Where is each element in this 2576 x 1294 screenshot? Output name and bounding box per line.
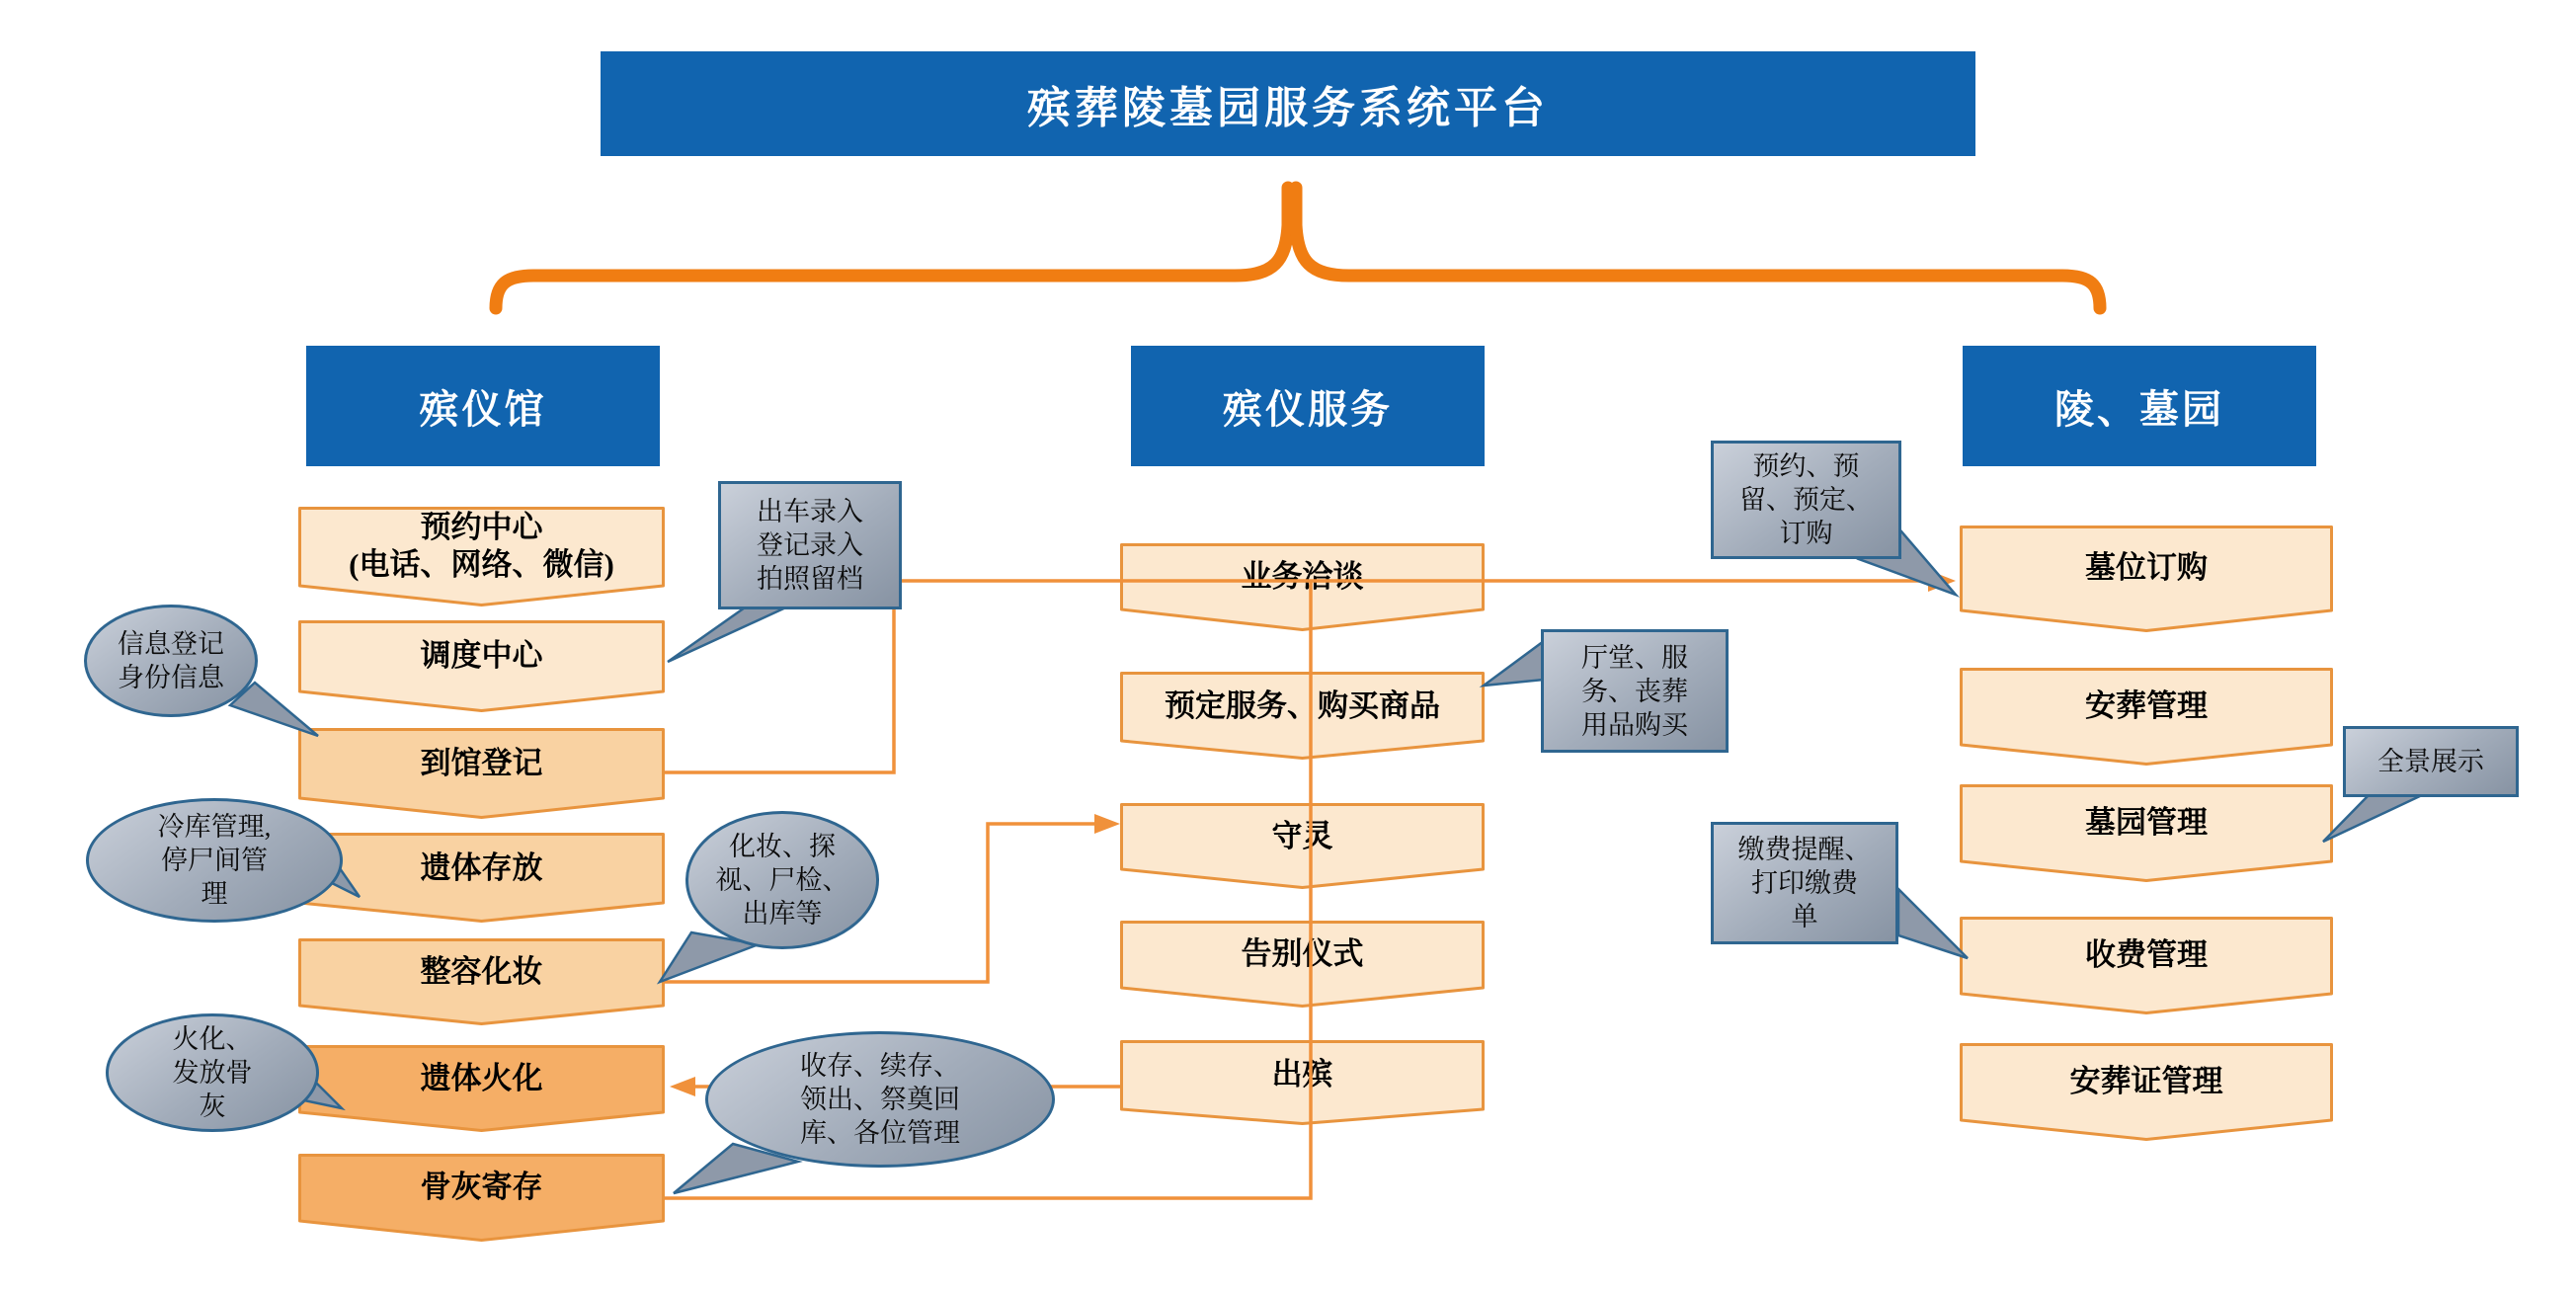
callout-payment-reminder-line: 单 <box>1791 902 1818 931</box>
platform-title: 殡葬陵墓园服务系统平台 <box>1027 84 1549 132</box>
callout-info-registration-line: 信息登记 <box>118 629 224 659</box>
box-reservation-center-label: 预约中心 <box>420 510 543 544</box>
callout-hall-services-tail <box>1484 641 1544 686</box>
box-cemetery-management-label: 墓园管理 <box>2085 805 2208 840</box>
callout-makeup-viewing-line: 化妆、探 <box>729 832 836 861</box>
box-arrival-registration-label: 到馆登记 <box>420 745 543 780</box>
box-grave-plot-order-label: 墓位订购 <box>2085 550 2208 585</box>
callout-ashes-ops-line: 领出、祭奠回 <box>800 1085 960 1114</box>
box-cremation-label: 遗体火化 <box>420 1061 543 1095</box>
callout-info-registration-line: 身份信息 <box>118 663 224 692</box>
box-burial-management-label: 安葬管理 <box>2085 688 2208 723</box>
callout-ashes-ops-line: 库、各位管理 <box>800 1118 960 1148</box>
header-funeral-services-label: 殡仪服务 <box>1223 387 1393 432</box>
arrowhead-cremation <box>670 1077 695 1096</box>
header-funeral-home-label: 殡仪馆 <box>419 387 547 432</box>
box-fee-management-label: 收费管理 <box>2085 937 2208 972</box>
callout-cold-storage-line: 停尸间管 <box>161 846 268 875</box>
callout-panorama-line: 全景展示 <box>2377 747 2484 776</box>
box-farewell-ceremony-label: 告别仪式 <box>1241 936 1364 971</box>
callout-payment-reminder-tail <box>1898 889 1968 958</box>
callout-cremation-ashes-line: 灰 <box>199 1092 226 1121</box>
callout-panorama <box>2343 726 2519 797</box>
callout-vehicle-entry <box>718 481 902 609</box>
callout-ashes-ops-line: 收存、续存、 <box>800 1051 960 1081</box>
box-business-negotiation-label: 业务洽谈 <box>1241 558 1364 594</box>
box-book-services-buy-goods-label: 预定服务、购买商品 <box>1165 688 1440 723</box>
brace-left <box>496 188 1288 308</box>
callout-vehicle-entry-line: 登记录入 <box>757 530 863 560</box>
box-dispatch-center-label: 调度中心 <box>420 638 543 673</box>
callout-vehicle-entry-line: 出车录入 <box>757 497 863 526</box>
callout-reserve-order-line: 留、预定、 <box>1739 485 1873 515</box>
callout-reserve-order-line: 预约、预 <box>1752 451 1860 481</box>
callout-makeup-viewing <box>685 811 879 949</box>
arrowhead-vigil <box>1094 814 1120 834</box>
box-cosmetic-makeup-label: 整容化妆 <box>420 954 543 989</box>
box-burial-certificate-management-label: 安葬证管理 <box>2069 1064 2223 1098</box>
callout-payment-reminder-line: 缴费提醒、 <box>1737 835 1872 864</box>
callout-payment-reminder-line: 打印缴费 <box>1751 868 1858 898</box>
callout-cold-storage-line: 理 <box>201 879 228 909</box>
callout-hall-services-line: 厅堂、服 <box>1581 642 1688 673</box>
box-vigil-label: 守灵 <box>1271 818 1333 853</box>
brace-right <box>1296 188 2100 308</box>
callout-cremation-ashes-line: 发放骨 <box>172 1058 253 1088</box>
callout-ashes-ops <box>705 1031 1055 1168</box>
box-funeral-procession-label: 出殡 <box>1271 1057 1333 1092</box>
connector-registration-to-negotiation <box>665 581 1120 772</box>
callout-cold-storage <box>86 798 343 923</box>
callout-cremation-ashes <box>106 1013 319 1132</box>
header-cemetery-label: 陵、墓园 <box>2054 387 2224 432</box>
box-reservation-center-sublabel: (电话、网络、微信) <box>349 547 614 582</box>
callout-reserve-order <box>1711 441 1901 559</box>
callout-makeup-viewing-line: 出库等 <box>742 899 823 929</box>
callout-hall-services-line: 用品购买 <box>1581 709 1688 740</box>
box-ashes-storage-label: 骨灰寄存 <box>420 1170 543 1204</box>
callout-makeup-viewing-line: 视、尸检、 <box>715 865 849 895</box>
callout-hall-services-line: 务、丧葬 <box>1581 676 1688 706</box>
callout-payment-reminder <box>1711 822 1898 944</box>
box-body-storage-label: 遗体存放 <box>420 849 543 885</box>
callout-vehicle-entry-tail <box>668 606 790 662</box>
callout-hall-services <box>1541 629 1729 753</box>
callout-cremation-ashes-line: 火化、 <box>172 1024 253 1054</box>
callout-reserve-order-line: 订购 <box>1779 519 1833 548</box>
callout-vehicle-entry-line: 拍照留档 <box>757 564 863 594</box>
callout-cold-storage-line: 冷库管理, <box>157 812 272 842</box>
callout-info-registration <box>84 605 258 717</box>
callout-panorama-tail <box>2323 795 2422 842</box>
